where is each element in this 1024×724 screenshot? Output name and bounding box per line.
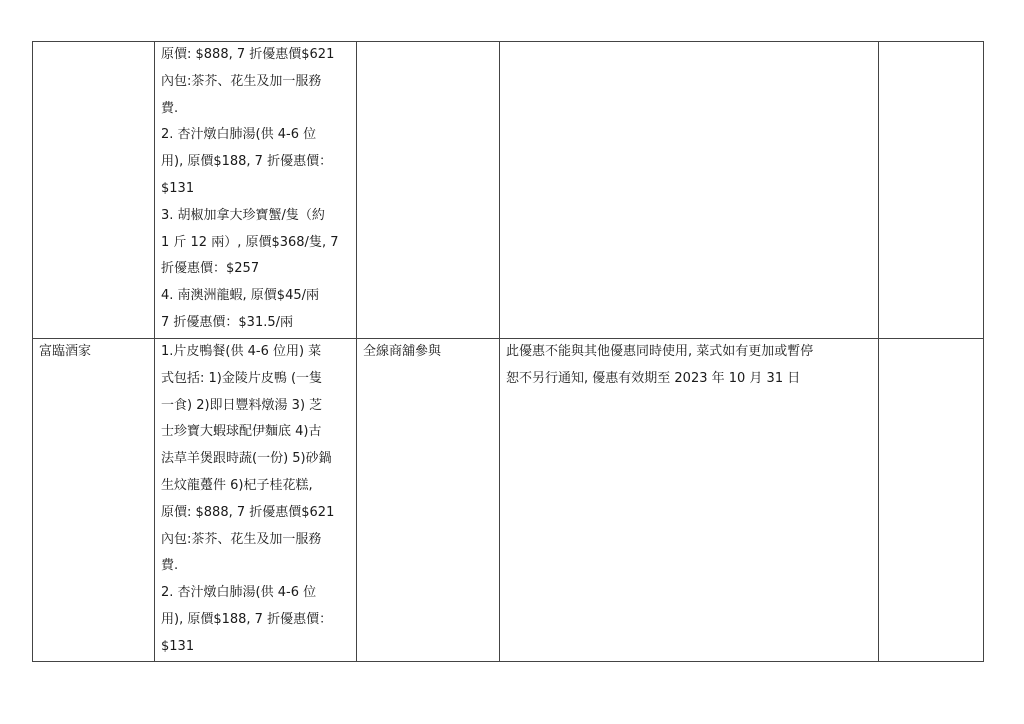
offer-line: 2. 杏汁燉白肺湯(供 4-6 位 bbox=[161, 127, 317, 143]
offer-line: 7 折優惠價：$31.5/兩 bbox=[161, 314, 293, 330]
offer-line: 式包括: 1)金陵片皮鴨 (一隻 bbox=[161, 370, 323, 386]
offer-line: 折優惠價：$257 bbox=[161, 261, 260, 277]
promotion-table bbox=[32, 41, 984, 662]
branches-cell bbox=[357, 42, 500, 339]
offer-line: $131 bbox=[161, 638, 195, 654]
offer-line: 用), 原價$188, 7 折優惠價： bbox=[161, 611, 333, 627]
table-row bbox=[33, 339, 984, 662]
offer-line: 1.片皮鴨餐(供 4-6 位用) 菜 bbox=[161, 344, 322, 359]
offer-line: 4. 南澳洲龍蝦, 原價$45/兩 bbox=[161, 288, 319, 304]
offer-line: 費. bbox=[161, 558, 179, 574]
offer-line: 法草羊煲跟時蔬(一份) 5)砂鍋 bbox=[161, 451, 332, 467]
offer-line: 士珍寶大蝦球配伊麵底 4)古 bbox=[161, 424, 322, 440]
offer-line: 內包:茶芥、花生及加一服務 bbox=[161, 73, 322, 89]
offer-line: 1 斤 12 兩）, 原價$368/隻, 7 bbox=[161, 234, 339, 250]
branches-cell: 全線商舖參與 bbox=[357, 339, 500, 662]
remarks-cell bbox=[879, 42, 984, 339]
offer-line: $131 bbox=[161, 180, 195, 196]
remarks-cell bbox=[879, 339, 984, 662]
offer-line: 生炆龍躉件 6)杞子桂花糕, bbox=[161, 477, 313, 493]
terms-cell bbox=[500, 339, 879, 662]
offer-line: 費. bbox=[161, 100, 179, 116]
offer-line: 3. 胡椒加拿大珍寶蟹/隻（約 bbox=[161, 207, 325, 223]
terms-cell bbox=[500, 42, 879, 339]
offer-details-cell bbox=[155, 42, 357, 339]
table-row bbox=[33, 42, 984, 339]
terms-line: 恕不另行通知, 優惠有效期至 2023 年 10 月 31 日 bbox=[506, 370, 801, 386]
offer-line: 原價: $888, 7 折優惠價$621 bbox=[161, 47, 335, 62]
offer-line: 內包:茶芥、花生及加一服務 bbox=[161, 531, 322, 547]
offer-line: 一食) 2)即日豐料燉湯 3) 芝 bbox=[161, 397, 323, 413]
offer-details-cell bbox=[155, 339, 357, 662]
restaurant-name-cell: 富臨酒家 bbox=[33, 339, 155, 662]
terms-line: 此優惠不能與其他優惠同時使用, 菜式如有更加或暫停 bbox=[506, 344, 814, 359]
offer-line: 原價: $888, 7 折優惠價$621 bbox=[161, 504, 335, 520]
restaurant-name-cell bbox=[33, 42, 155, 339]
offer-line: 用), 原價$188, 7 折優惠價： bbox=[161, 154, 333, 170]
offer-line: 2. 杏汁燉白肺湯(供 4-6 位 bbox=[161, 585, 317, 601]
